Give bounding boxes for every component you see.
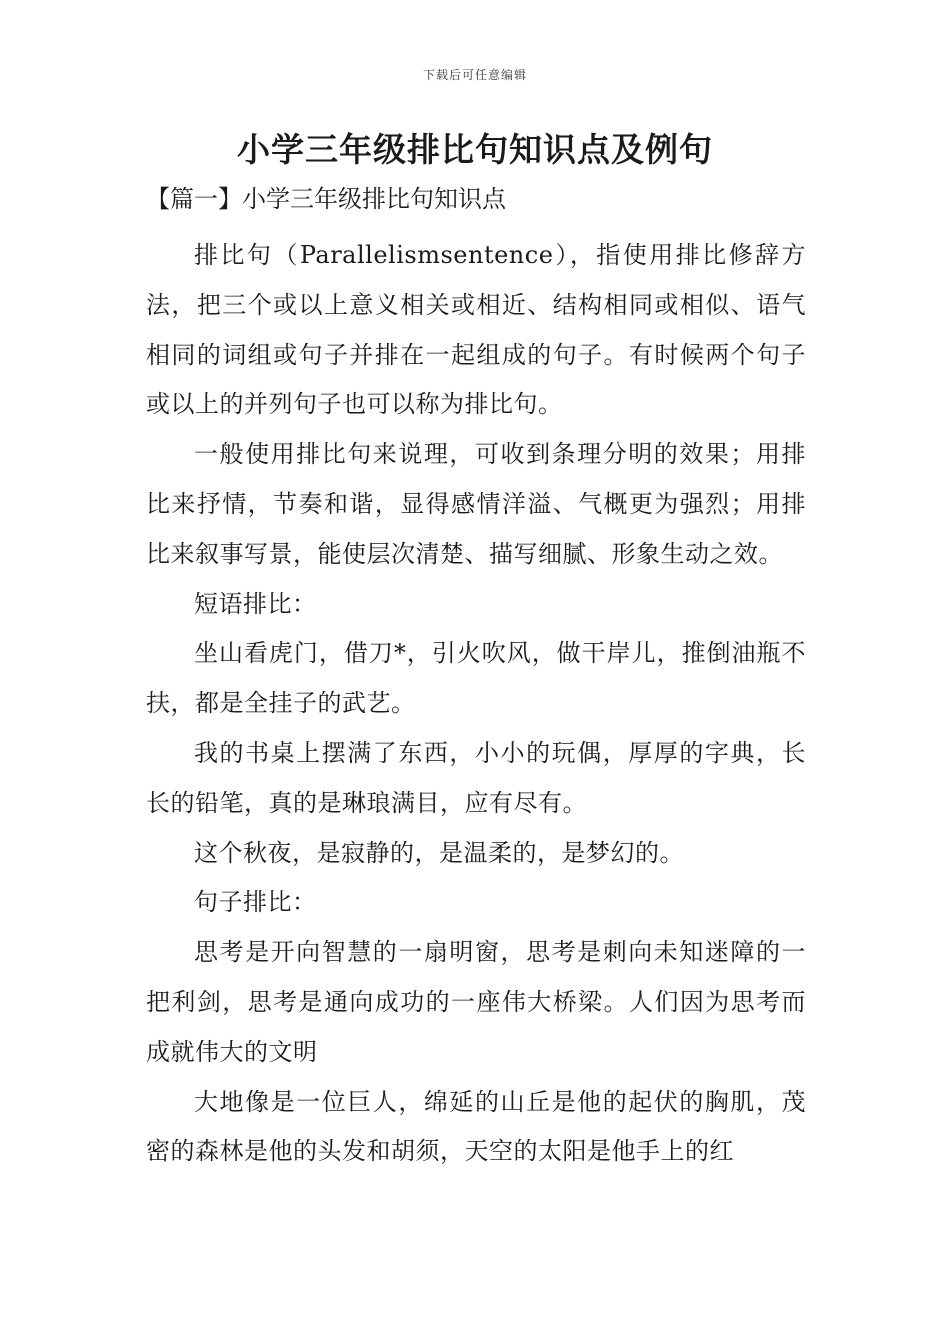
header-note: 下载后可任意编辑	[422, 68, 527, 82]
paragraph-sentence-heading: 句子排比：	[194, 888, 317, 917]
paragraph-definition: 排比句（Parallelismsentence），指使用排比修辞方法，把三个或以上意义相关或相近、结构相同或相似、语气相同的词组或句子并排在一起组成的句子。有时候两个句子或以上的并列句子也可以称为排比句。	[146, 241, 806, 419]
document-title: 小学三年级排比句知识点及例句	[237, 130, 713, 169]
document-body	[146, 180, 806, 1177]
paragraph-example: 坐山看虎门，借刀*，引火吹风，做干岸儿，推倒油瓶不扶，都是全挂子的武艺。	[146, 639, 806, 718]
section-heading: 【篇一】小学三年级排比句知识点	[146, 185, 506, 213]
paragraph-usage: 一般使用排比句来说理，可收到条理分明的效果；用排比来抒情，节奏和谐，显得感情洋溢、气概更为强烈；用排比来叙事写景，能使层次清楚、描写细腻、形象生动之效。	[146, 440, 806, 568]
paragraph-example: 这个秋夜，是寂静的，是温柔的，是梦幻的。	[194, 838, 684, 867]
paragraph-phrase-heading: 短语排比：	[194, 589, 317, 618]
paragraph-example: 我的书桌上摆满了东西，小小的玩偶，厚厚的字典，长长的铅笔，真的是琳琅满目，应有尽有。	[146, 738, 806, 817]
paragraph-example: 思考是开向智慧的一扇明窗，思考是刺向未知迷障的一把利剑，思考是通向成功的一座伟大桥梁。人们因为思考而成就伟大的文明	[146, 938, 806, 1066]
paragraph-example: 大地像是一位巨人，绵延的山丘是他的起伏的胸肌，茂密的森林是他的头发和胡须，天空的太阳是他手上的红	[146, 1087, 806, 1166]
